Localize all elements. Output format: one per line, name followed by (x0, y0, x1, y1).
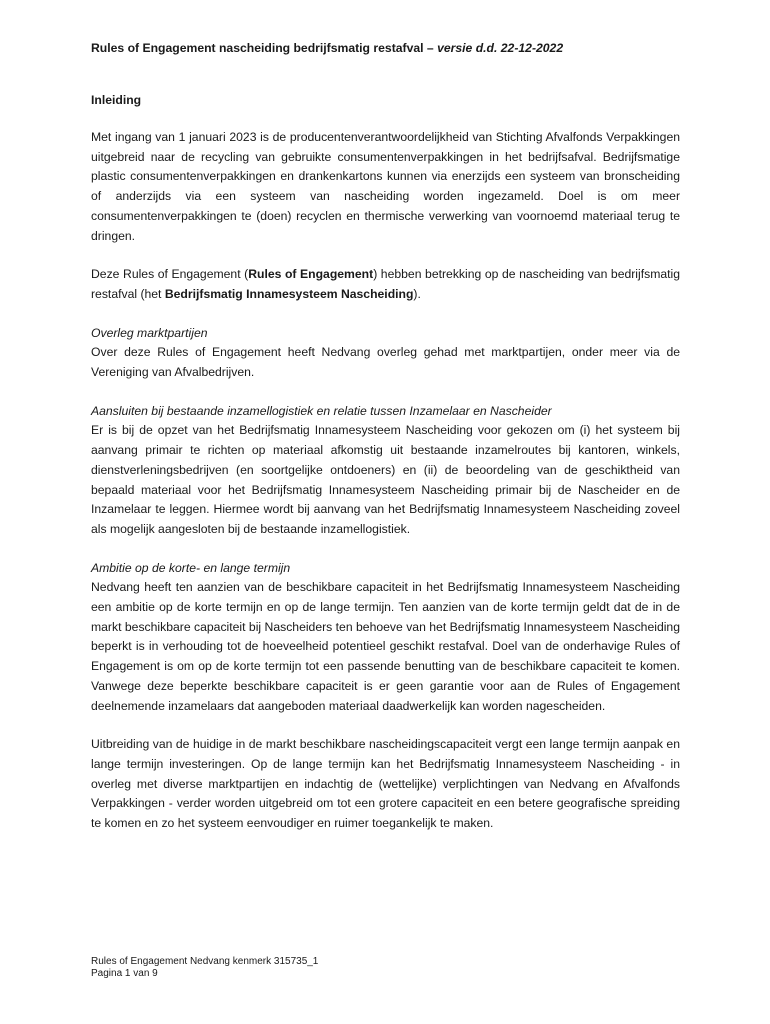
section-overleg (91, 324, 680, 383)
intro-paragraph: Met ingang van 1 januari 2023 is de producentenverantwoordelijkheid van Stichting Afvalfonds Verpakkingen uitgebreid naar de recycling van gebruikte consumentenverpakkingen in het bedrijfsafval. Bedrijfsmatige plastic consumentenverpakkingen en drankenkartons kunnen via enerzijds een systeem van bronscheiding of anderzijds via een systeem van nascheiding worden ingezameld. Doel is om meer consumentenverpakkingen te (doen) recyclen en thermische verwerking van voornoemd materiaal terug te dringen. (91, 130, 680, 243)
overleg-paragraph: Over deze Rules of Engagement heeft Nedvang overleg gehad met marktpartijen, onder meer via de Vereniging van Afvalbedrijven. (91, 345, 680, 380)
section-aansluiten (91, 402, 680, 540)
intro-heading: Inleiding (91, 93, 142, 107)
scope-term-system: Bedrijfsmatig Innamesysteem Nascheiding (164, 286, 414, 301)
scope-text-1: Deze Rules of Engagement ( (91, 267, 249, 282)
title-version: versie d.d. 22-12-2022 (437, 41, 564, 55)
uitbreiding-paragraph: Uitbreiding van de huidige in de markt beschikbare nascheidingscapaciteit vergt een lange termijn aanpak en lange termijn investeringen. Op de lange termijn kan het Bedrijfsmatig Innamesysteem Nascheiding - in overleg met diverse marktpartijen en indachtig de (wettelijke) verplichtingen van Nedvang en Afvalfonds Verpakkingen - verder worden uitgebreid om tot een grotere capaciteit en een betere geografische spreiding te komen en zo het systeem eenvoudiger en ruimer toegankelijk te maken. (91, 737, 680, 831)
document-page (91, 38, 680, 834)
ambitie-paragraph: Nedvang heeft ten aanzien van de beschikbare capaciteit in het Bedrijfsmatig Innamesysteem Nascheiding een ambitie op de korte termijn en op de lange termijn. Ten aanzien van de korte termijn geldt dat de in de markt beschikbare capaciteit bij Nascheiders ten behoeve van het Bedrijfsmatig Innamesysteem Nascheiding beperkt is in verhouding tot de hoeveelheid potentieel geschikt restafval. Doel van de onderhavige Rules of Engagement is om op de korte termijn tot een passende benutting van de beschikbare capaciteit te komen. Vanwege deze beperkte beschikbare capaciteit is er geen garantie voor aan de Rules of Engagement deelnemende inzamelaars dat aangeboden materiaal daadwerkelijk kan worden nagescheiden. (91, 580, 680, 713)
aansluiten-paragraph: Er is bij de opzet van het Bedrijfsmatig Innamesysteem Nascheiding voor gekozen om (i) het systeem bij aanvang primair te richten op materiaal afkomstig uit bestaande inzamelroutes bij kantoren, winkels, dienstverleningsbedrijven (en soortgelijke ontdoeners) en (ii) de beoordeling van de geschiktheid van bepaald materiaal voor het Bedrijfsmatig Innamesysteem Nascheiding primair bij de Nascheider en de Inzamelaar te leggen. Hiermee wordt bij aanvang van het Bedrijfsmatig Innamesysteem Nascheiding zoveel als mogelijk aangesloten bij de bestaande inzamellogistiek. (91, 423, 680, 536)
scope-text-3: ). (413, 286, 421, 301)
overleg-heading: Overleg marktpartijen (91, 325, 208, 340)
scope-paragraph (91, 265, 680, 304)
title-main: Rules of Engagement nascheiding bedrijfsmatig restafval – (91, 41, 434, 55)
document-title (91, 38, 680, 58)
ambitie-heading: Ambitie op de korte- en lange termijn (91, 560, 291, 575)
scope-term-rules: Rules of Engagement (248, 267, 374, 282)
footer-reference: Rules of Engagement Nedvang kenmerk 315735_1 (91, 956, 319, 967)
footer-page-number: Pagina 1 van 9 (91, 968, 158, 979)
section-ambitie (91, 559, 680, 717)
aansluiten-heading: Aansluiten bij bestaande inzamellogistiek en relatie tussen Inzamelaar en Nascheider (91, 403, 552, 418)
scope-text-2: ) hebben betrekking op de nascheiding van bedrijfsmatig restafval (het (91, 267, 681, 301)
page-footer (91, 956, 318, 980)
